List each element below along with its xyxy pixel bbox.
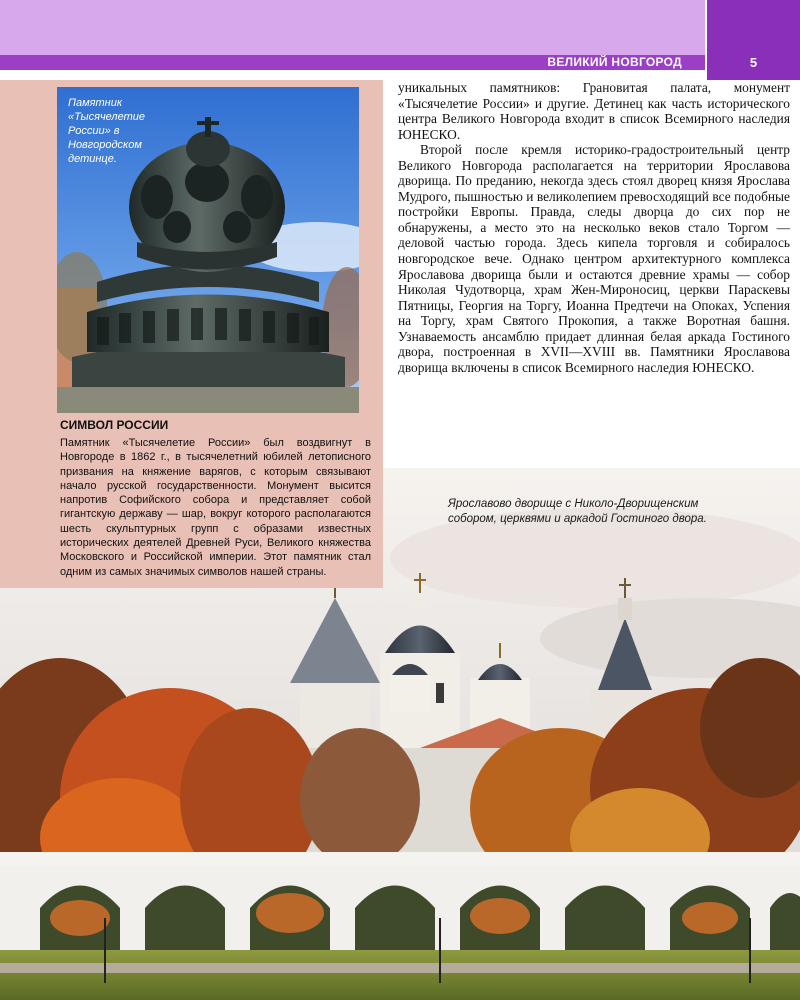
bottom-photo-caption: Ярославово дворище с Николо-Дворищенским собором, церквями и аркадой Гостиного двора. (448, 498, 707, 525)
article-paragraph-2: Второй после кремля историко-градостроительный центр Великого Новгорода располагается на территории Ярославова дворища. По преданию, некогда здесь стоял дворец князя Ярослава Мудрого, пышностью и великолепием превосходящий все подобные постройки Европы. Правда, следы дворца до сих пор не обнаружены, а место это на несколько веков стало Торгом — деловой частью города. Здесь кипела торговля и собиралось новгородское вече. Однако центром архитектурного комплекса Ярославова дворища были и остаются древние храмы — собор Николая Чудотворца, храм Жен-Мироносиц, церкви Параскевы Пятницы, Георгия на Торгу, Иоанна Предтечи на Опоках, Успения на Торгу, храм Святого Прокопия, а также Воротная башня. Узнаваемость ансамблю придает длинная белая аркада Гостиного двора, построенная в XVII—XVIII вв. Памятники Ярославова дворища включены в список Всемирного наследия ЮНЕСКО. (398, 142, 790, 375)
monument-caption: Памятник «Тысячелетие России» в Новгородском детинце. (68, 97, 145, 165)
section-title: ВЕЛИКИЙ НОВГОРОД (547, 55, 682, 69)
sidebar-box-text: Памятник «Тысячелетие России» был воздвигнут в Новгороде в 1862 г., в тысячелетний юбилей летописного призвания на княжение варягов, с которым связывают начало русской государственности. Монумент высится напротив Софийского собора и представляет собой гигантскую державу — шар, вокруг которого располагаются шесть скульптурных групп с образами известных исторических деятелей Древней Руси, Великого княжества Московского и Российской империи. Этот памятник стал одним из самых значимых символов нашей страны. (60, 437, 371, 578)
page-number: 5 (749, 55, 758, 70)
page-number-tab (707, 0, 800, 80)
article-paragraph-1: уникальных памятников: Грановитая палата, монумент «Тысячелетие России» и другие. Детинец как часть исторического центра Великого Новгорода входит в список Всемирного наследия ЮНЕСКО. (398, 80, 790, 142)
sidebar-box-title: СИМВОЛ РОССИИ (60, 418, 169, 432)
header-band (0, 0, 705, 55)
article-body (398, 80, 790, 375)
